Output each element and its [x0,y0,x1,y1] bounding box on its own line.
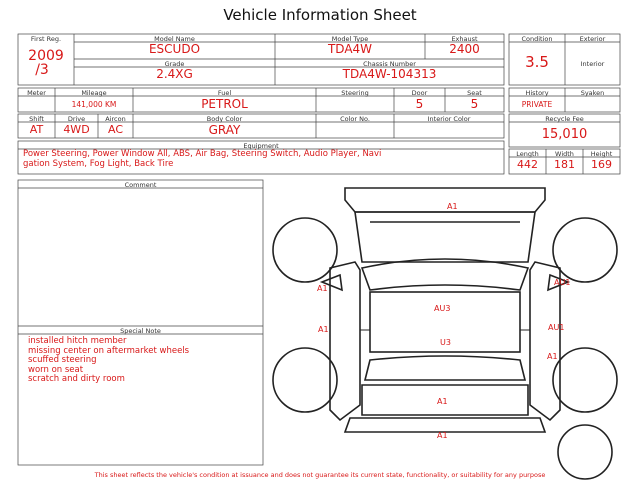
hood-icon [355,212,535,262]
special-note-label: Special Note [120,327,161,335]
exhaust-label: Exhaust [451,35,478,43]
chassis-number-label: Chassis Number [363,60,416,68]
mileage-label: Mileage [81,89,107,97]
height-value: 169 [591,158,612,171]
special-note-item: scuffed steering [28,355,97,365]
drive-value: 4WD [63,123,90,136]
front-left-wheel-icon [273,218,337,282]
door-value: 5 [415,97,424,111]
exhaust-value: 2400 [449,42,480,56]
disclaimer-footer: This sheet reflects the vehicle's condition at issuance and does not guarantee its current state, functionality, or suitability for any purpose [94,471,546,479]
front-bumper-icon [345,188,545,212]
first-reg-label: First Reg. [30,35,62,43]
body-color-label: Body Color [206,115,243,123]
damage-mark-center: U3 [440,338,451,347]
rear-right-wheel-icon [553,348,617,412]
damage-mark-left-front: A1 [317,284,328,293]
damage-mark-right-front: AU1 [554,278,571,287]
model-name-label: Model Name [154,35,195,43]
rear-left-wheel-icon [273,348,337,412]
model-type-value: TDA4W [327,42,373,56]
damage-mark-front: A1 [447,202,458,211]
history-value: PRIVATE [521,100,553,109]
special-note-item: missing center on aftermarket wheels [28,345,190,356]
damage-mark-left-rear: A1 [318,325,329,334]
width-label: Width [555,150,574,158]
damage-mark-roof: AU3 [434,304,451,313]
special-note-item: worn on seat [28,364,84,375]
length-label: Length [516,150,539,158]
model-name-value: ESCUDO [148,42,201,56]
body-color-value: GRAY [208,123,241,137]
mileage-value: 141,000 KM [71,100,117,109]
rear-bumper-icon [345,418,545,432]
steering-label: Steering [341,89,369,97]
model-type-label: Model Type [331,35,369,43]
aircon-value: AC [107,123,123,136]
chassis-number-value: TDA4W-104313 [342,67,437,81]
windshield-icon [362,259,528,290]
exterior-label: Exterior [579,35,606,43]
seat-label: Seat [467,89,482,97]
width-value: 181 [554,158,575,171]
damage-mark-right-rear-lower: A1 [547,352,558,361]
condition-label: Condition [521,35,553,43]
interior-color-label: Interior Color [427,115,471,123]
interior-label: Interior [580,60,605,68]
first-reg-month: /3 [35,62,49,78]
shift-value: AT [29,123,44,136]
drive-label: Drive [67,115,86,123]
height-label: Height [590,150,613,158]
special-note-item: scratch and dirty room [28,374,125,384]
left-side-icon [330,262,360,420]
fuel-value: PETROL [201,97,248,111]
recycle-fee-value: 15,010 [541,127,588,142]
meter-label: Meter [27,89,46,97]
recycle-fee-label: Recycle Fee [545,115,584,123]
comment-label: Comment [124,181,157,189]
damage-mark-rear-bumper: A1 [437,431,448,440]
history-label: History [525,89,549,97]
color-no-label: Color No. [340,115,370,123]
length-value: 442 [517,158,538,171]
equipment-line-2: gation System, Fog Light, Back Tire [23,158,174,169]
special-note-item: installed hitch member [28,336,127,346]
door-label: Door [411,89,428,97]
fuel-label: Fuel [217,89,232,97]
grade-label: Grade [164,60,185,68]
sheet-title: Vehicle Information Sheet [223,6,417,24]
damage-mark-right-rear: AU1 [548,323,565,332]
syaken-label: Syaken [580,89,605,97]
aircon-label: Aircon [105,115,126,123]
front-right-wheel-icon [553,218,617,282]
first-reg-year: 2009 [28,48,64,64]
grade-value: 2.4XG [156,67,193,81]
damage-mark-rear: A1 [437,397,448,406]
shift-label: Shift [29,115,44,123]
seat-value: 5 [470,97,479,111]
condition-value: 3.5 [525,53,549,71]
equipment-line-1: Power Steering, Power Window All, ABS, Air Bag, Steering Switch, Audio Player, Navi [23,149,382,159]
rear-window-icon [365,356,525,380]
equipment-label: Equipment [243,142,279,150]
